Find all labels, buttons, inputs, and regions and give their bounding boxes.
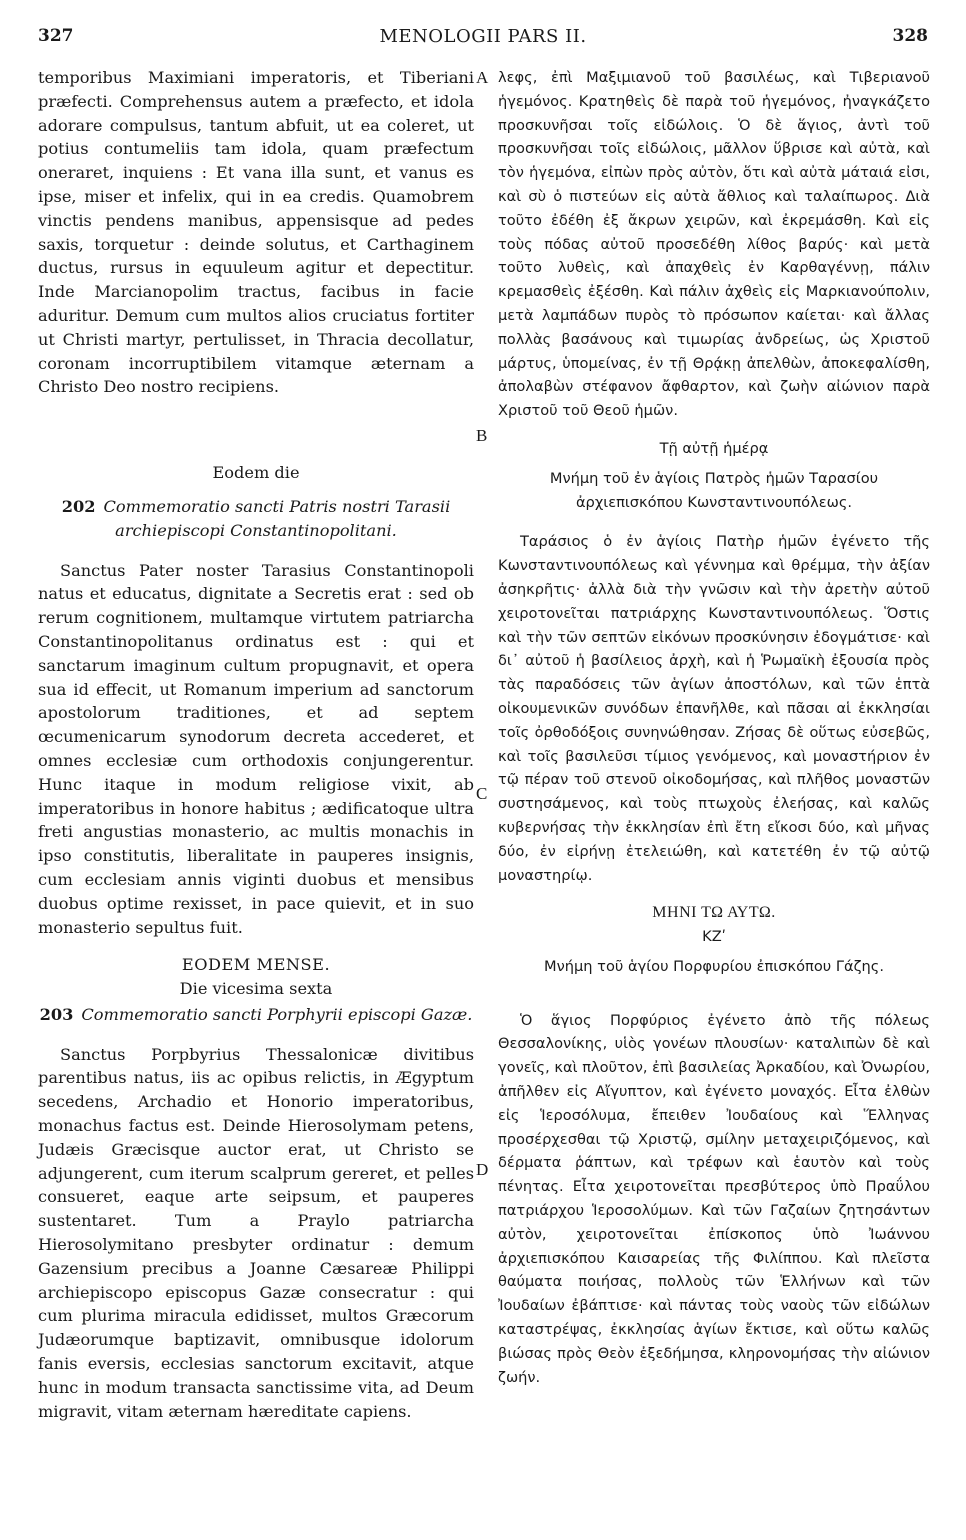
page-number-left: 327 <box>38 26 74 46</box>
greek-paragraph-202: Ταράσιος ὁ ἐν ἁγίοις Πατὴρ ἡμῶν ἐγένετο τῆς Κωνσταντινουπόλεως καὶ γέννημα καὶ θρέμμα, τὴν ἀξίαν ἀσηκρῆτις· ἀλλὰ διὰ τὴν γνῶσιν καὶ τὴν ἀρετὴν αὐτοῦ χειροτονεῖται πατριάρχης Κωνσταντινουπόλεως. Ὅστις καὶ τὴν τῶν σεπτῶν εἰκόνων προσκύνησιν ἐδογμάτισε· καὶ δι᾽ αὐτοῦ ἡ βασίλειος ἀρχὴ, καὶ ἡ Ῥωμαϊκὴ ἐξουσία πρὸς τὰς παραδόσεις τῶν ἁγίων ἀποστόλων, καὶ τῶν ἑπτὰ οἰκουμενικῶν συνόδων ἐπανῆλθε, καὶ πᾶσαι αἱ ἐκκλησίαι τοῖς ὀρθοδόξοις συνηνώθησαν. Ζήσας δὲ οὕτως εὐσεβῶς, καὶ τοῖς βασιλεῦσι τίμιος γενόμενος, καὶ μοναστήριον ἐν τῷ πέραν τοῦ στενοῦ οἰκοδομήσας, καὶ πλῆθος μοναστῶν συστησάμενος, καὶ τοὺς πτωχοὺς ἐλεήσας, καὶ καλῶς κυβερνήσας τὴν ἐκκλησίαν ἐπὶ ἔτη εἴκοσι δύο, καὶ μῆνας δύο, ἐν εἰρήνῃ ἐτελειώθη, καὶ κατετέθη ἐν τῷ αὐτῷ μοναστηρίῳ. <box>498 533 930 884</box>
latin-eodem-mense: EODEM MENSE. <box>181 955 331 975</box>
greek-column <box>498 66 930 1389</box>
greek-paragraph-continued: λεφς, ἐπὶ Μαξιμιανοῦ τοῦ βασιλέως, καὶ Τιβεριανοῦ ἡγεμόνος. Κρατηθεὶς δὲ παρὰ τοῦ ἡγεμόνος, ἠναγκάζετο προσκυνῆσαι τοῖς εἰδώλοις. Ὁ δὲ ἅγιος, ἀντὶ τοῦ προσκυνῆσαι τοῖς εἰδώλοις, μᾶλλον ὕβρισε καὶ αὐτὰ, καὶ τὸν ἡγεμόνα, εἰπὼν πρὸς αὐτὸν, ὅτι καὶ αὐτὰ μάταιά εἰσι, καὶ σὺ ὁ πιστεύων εἰς αὐτὰ ἄθλιος καὶ ταλαίπωρος. Διὰ τοῦτο ἐδέθη ἐξ ἄκρων χειρῶν, καὶ ἐκρεμάσθη. Καὶ εἰς τοὺς πόδας αὐτοῦ προσεδέθη λίθος βαρύς· καὶ μετὰ τοῦτο λυθεὶς, καὶ ἀπαχθεὶς ἐν Καρθαγέννῃ, πάλιν κρεμασθεὶς ἐξέσθη. Καὶ πάλιν ἀχθεὶς εἰς Μαρκιανούπολιν, μετὰ λαμπάδων πυρὸς τὸ πρόσωπον καίεται· καὶ ἄλλας πολλὰς βασάνους καὶ τιμωρίας ἀνδρείως, ὡς Χριστοῦ μάρτυς, ὑπομείνας, ἐν τῇ Θρᾴκῃ ἀπελθὼν, ἀποκεφαλίσθη, ἀπολαβὼν στέφανον ἄφθαρτον, καὶ ζωὴν αἰώνιον παρὰ Χριστοῦ τοῦ Θεοῦ ἡμῶν. <box>498 69 930 420</box>
entry-number-203: 203 <box>39 1004 74 1024</box>
latin-column <box>38 66 474 1423</box>
greek-paragraph-203: Ὁ ἅγιος Πορφύριος ἐγένετο ἀπὸ τῆς πόλεως Θεσσαλονίκης, υἱὸς γονέων πλουσίων· καταλιπὼν δὲ καὶ γονεῖς, καὶ πλοῦτον, ἐπὶ βασιλείας Ἀρκαδίου, καὶ Ὀνωρίου, ἀπῆλθεν εἰς Αἴγυπτον, καὶ ἐγένετο μοναχός. Εἶτα ἐλθὼν εἰς Ἱεροσόλυμα, ἔπειθεν Ἰουδαίους καὶ Ἕλληνας προσέρχεσθαι τῷ Χριστῷ, σμίλην μεταχειριζόμενος, καὶ δέρματα ῥάπτων, καὶ τρέφων καὶ ἑαυτὸν καὶ τοὺς πένητας. Εἶτα χειροτονεῖται πρεσβύτερος ὑπὸ Πραΰλου πατριάρχου Ἱεροσολύμων. Καὶ τῶν Γαζαίων ζητησάντων αὐτὸν, χειροτονεῖται ἐπίσκοπος ὑπὸ Ἰωάννου ἀρχιεπισκόπου Καισαρείας τῆς Φιλίππου. Καὶ πλεῖστα θαύματα ποιήσας, πολλοὺς τῶν Ἑλλήνων καὶ τῶν Ἰουδαίων ἐβάπτισε· καὶ πάντας τοὺς ναοὺς τῶν εἰδώλων καταστρέψας, ἐκκλησίας ἁγίων ἔκτισε, καὶ οὕτω καλῶς βιώσας πρὸς Θεὸν ἐξεδήμησα, κληρονομήσας τὴν αἰώνιον ζωήν. <box>498 1011 930 1386</box>
latin-title-203: 203 Commemoratio sancti Porphyrii episcopi Gazæ. <box>39 1004 473 1024</box>
latin-title-202: 202 Commemoratio sancti Patris nostri Tarasii archiepiscopi Constantinopolitani. <box>61 496 451 540</box>
margin-marker-c: C <box>476 784 488 803</box>
latin-die-vicesima: Die vicesima sexta <box>179 979 333 999</box>
greek-day-number: ΚΖʹ <box>702 928 726 946</box>
margin-marker-d: D <box>476 1160 489 1179</box>
latin-paragraph-continued: temporibus Maximiani imperatoris, et Tiberiani præfecti. Comprehensus autem a præfecto, et idola adorare compulsus, tantum abfuit, ut ea coleret, ut potius contumeliis tam idola, quam præfectum oneraret, inquiens : Et vana illa sunt, et vanus es ipse, miser et infelix, qui in ea credis. Quamobrem vinctis pendens manibus, appensisque ad pedes saxis, torquetur : deinde solutus, et Carthaginem ductus, rursus in equuleum agitur et depectitur. Inde Marcianopolim tractus, facibus in facie aduritur. Demum cum multos alios cruciatus fortiter ut Christi martyr, pertulisset, in Thracia decollatur, coronam incorruptibilem vitamque æternam a Christo Deo nostro recipiens. <box>38 68 474 397</box>
page-number-right: 328 <box>892 26 928 46</box>
running-title: MENOLOGII PARS II. <box>379 26 587 47</box>
latin-paragraph-202: Sanctus Pater noster Tarasius Constantinopoli natus et educatus, dignitate a Secretis erat : sed ob rerum cognitionem, multamque virtutem patriarcha Constantinopolitanus ordinatus est : qui et sanctarum imaginum cultum propugnavit, et opera sua id effecit, ut Romanum imperium ad sanctorum apostolorum traditiones, et ad septem œcumenicarum synodorum decreta accederet, et omnes ecclesiæ cum orthodoxis conjungerentur. Hunc itaque in modum religiose vixit, ab imperatoribus in honore habitus ; ædificatoque ultra freti angustias monasterio, ac multis monachis in ipso constitutis, liberalitate in pauperes insignis, cum ecclesiam annis viginti duobus et mensibus duobus optime rexisset, in pace quievit, et in suo monasterio sepultus fuit. <box>38 560 474 937</box>
greek-title-203: Μνήμη τοῦ ἁγίου Πορφυρίου ἐπισκόπου Γάζης. <box>544 957 884 975</box>
margin-marker-a: A <box>476 68 489 87</box>
page-header <box>38 14 928 47</box>
latin-paragraph-203: Sanctus Porpbyrius Thessalonicæ divitibus parentibus natus, iis ac opibus relictis, in Ægyptum secedens, Archadio et Honorio imperatoribus, monachus factus est. Deinde Hierosolymam petens, Judæis Græcisque auctor erat, ut Christo se adjungerent, cum iterum scalprum gereret, et pelles consueret, eaque arte seipsum, et pauperes sustentaret. Tum a Praylo patriarcha Hierosolymitano presbyter ordinatur : demum Gazensium precibus a Joanne Cæsareæ Philippi archiepiscopo episcopus Gazæ consecratur : qui cum plurima miracula edidisset, multos Græcorum Judæorumque baptizavit, omnibusque idolorum fanis eversis, ecclesias sanctorum excitavit, atque hunc in modum transacta sanctissime vita, ad Deum migravit, vitam æternam hæreditate capiens. <box>38 1044 474 1421</box>
margin-marker-b: B <box>476 426 488 445</box>
entry-number-202: 202 <box>61 496 96 516</box>
greek-title-202: Μνήμη τοῦ ἐν ἁγίοις Πατρὸς ἡμῶν Ταρασίου ἀρχιεπισκόπου Κωνσταντινουπόλεως. <box>549 469 879 511</box>
latin-eodem-die: Eodem die <box>212 463 300 483</box>
greek-te-aute: Τῇ αὐτῇ ἡμέρᾳ <box>659 439 769 457</box>
greek-meni: ΜΗΝΙ ΤΩ ΑΥΤΩ. <box>652 904 776 922</box>
